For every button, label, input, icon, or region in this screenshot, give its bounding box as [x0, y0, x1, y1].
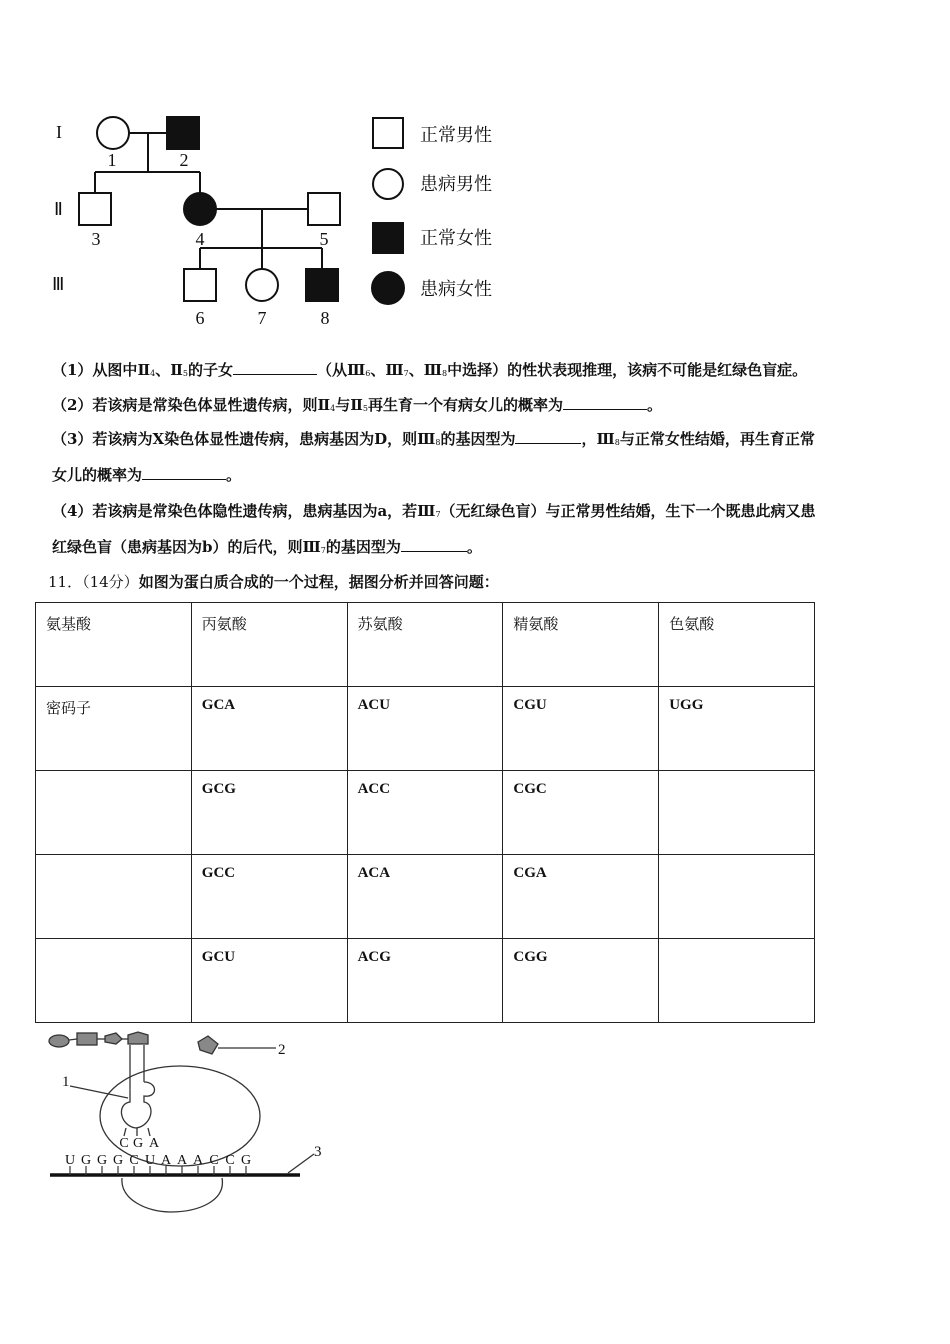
table-cell: ACC — [347, 771, 503, 855]
individual-number: 5 — [319, 229, 329, 249]
mrna-base: G — [240, 1153, 252, 1168]
mrna-base: C — [129, 1153, 139, 1168]
table-row — [36, 939, 815, 1023]
table-cell — [36, 771, 192, 855]
question-text: 如图为蛋白质合成的一个过程，据图分析并回答问题： — [138, 573, 499, 591]
legend-affected-female-symbol — [372, 272, 404, 304]
individual-II-4 — [184, 193, 216, 225]
question-3: （3）若该病为X染色体显性遗传病，患病基因为D，则$Ⅲ_8$的基因型为 ，$Ⅲ_8$与正常女性结婚，再生育正常 — [52, 430, 815, 448]
table-row — [36, 603, 815, 687]
table-row — [36, 771, 815, 855]
legend-label: 患病男性 — [420, 174, 492, 195]
table-cell — [36, 939, 192, 1023]
question-3-line-2: 女儿的概率为 。 — [52, 466, 242, 484]
table-cell: CGG — [503, 939, 659, 1023]
individual-number: 3 — [91, 229, 101, 249]
mrna-base: C — [225, 1153, 235, 1168]
table-cell: UGG — [659, 687, 815, 771]
individual-III-6 — [184, 269, 216, 301]
individual-number: 1 — [107, 150, 117, 170]
table-cell: ACG — [347, 939, 503, 1023]
question-number: 11．（14分） — [48, 573, 139, 591]
label-1: 1 — [62, 1074, 70, 1090]
individual-number: 7 — [257, 308, 267, 328]
anticodon-base: C — [119, 1136, 129, 1151]
table-cell: CGA — [503, 855, 659, 939]
mrna-base: C — [209, 1153, 219, 1168]
table-cell: CGC — [503, 771, 659, 855]
generation-label-III: Ⅲ — [52, 274, 65, 294]
polypeptide-chain — [49, 1032, 148, 1047]
table-cell: GCA — [191, 687, 347, 771]
question-2: （2）若该病是常染色体显性遗传病，则$Ⅱ_4$与$Ⅱ_5$再生育一个有病女儿的概率为 。 — [52, 396, 662, 414]
individual-II-5 — [308, 193, 340, 225]
question-4-line-2: 红绿色盲（患病基因为b）的后代，则$Ⅲ_7$的基因型为 。 — [52, 538, 482, 556]
table-row — [36, 687, 815, 771]
answer-blank[interactable] — [233, 359, 317, 375]
table-cell: 色氨酸 — [659, 603, 815, 687]
translation-diagram — [40, 1030, 340, 1220]
individual-number: 8 — [320, 308, 330, 328]
table-cell — [36, 855, 192, 939]
table-cell: 苏氨酸 — [347, 603, 503, 687]
mrna-base: A — [176, 1153, 188, 1168]
legend-label: 正常男性 — [420, 125, 492, 146]
question-4: （4）若该病是常染色体隐性遗传病，患病基因为a，若$Ⅲ_7$（无红绿色盲）与正常男性结婚，生下一个既患此病又患 — [52, 502, 816, 520]
question-11 — [48, 571, 499, 593]
legend-normal-male-symbol — [373, 118, 403, 148]
generation-label-II: Ⅱ — [54, 199, 63, 219]
amino-acid-2 — [198, 1036, 276, 1054]
individual-II-3 — [79, 193, 111, 225]
answer-blank[interactable] — [563, 394, 647, 410]
mrna-base: A — [192, 1153, 204, 1168]
mrna-base: G — [96, 1153, 108, 1168]
mrna-base: U — [144, 1153, 156, 1168]
generation-label-I: I — [56, 122, 62, 142]
label-2: 2 — [278, 1042, 286, 1058]
table-cell: GCU — [191, 939, 347, 1023]
mrna-base: U — [64, 1153, 76, 1168]
table-cell: GCC — [191, 855, 347, 939]
table-cell — [659, 939, 815, 1023]
legend-affected-male-symbol — [373, 169, 403, 199]
label-3: 3 — [314, 1144, 322, 1160]
question-1: （1）从图中$Ⅱ_4$、$Ⅱ_5$的子女 （从$Ⅲ_6$、$Ⅲ_7$、$Ⅲ_8$中选择）的性状表现推理，该病不可能是红绿色盲症。 — [52, 361, 808, 379]
legend-label: 正常女性 — [420, 228, 492, 249]
legend-label: 患病女性 — [420, 279, 492, 300]
table-cell: GCG — [191, 771, 347, 855]
table-cell: 精氨酸 — [503, 603, 659, 687]
table-cell — [659, 771, 815, 855]
table-cell — [659, 855, 815, 939]
table-cell: ACU — [347, 687, 503, 771]
table-row — [36, 855, 815, 939]
table-cell: 丙氨酸 — [191, 603, 347, 687]
pedigree-chart — [40, 100, 540, 335]
ribosome-small-subunit — [122, 1178, 223, 1212]
mrna-base: G — [80, 1153, 92, 1168]
individual-number: 6 — [195, 308, 205, 328]
table-cell: CGU — [503, 687, 659, 771]
anticodon-base: A — [148, 1136, 160, 1151]
individual-number: 2 — [179, 150, 189, 170]
table-cell: 氨基酸 — [36, 603, 192, 687]
answer-blank[interactable] — [401, 536, 467, 552]
trna-1 — [121, 1045, 154, 1136]
codon-table — [35, 602, 815, 1023]
individual-III-8 — [306, 269, 338, 301]
table-cell: 密码子 — [36, 687, 192, 771]
individual-III-7 — [246, 269, 278, 301]
individual-number: 4 — [195, 229, 205, 249]
individual-I-2 — [167, 117, 199, 149]
answer-blank[interactable] — [142, 464, 226, 480]
mrna-base: G — [112, 1153, 124, 1168]
table-cell: ACA — [347, 855, 503, 939]
anticodon-base: G — [132, 1136, 144, 1151]
answer-blank[interactable] — [515, 428, 581, 444]
legend-normal-female-symbol — [373, 223, 403, 253]
mrna-base: A — [160, 1153, 172, 1168]
individual-I-1 — [97, 117, 129, 149]
